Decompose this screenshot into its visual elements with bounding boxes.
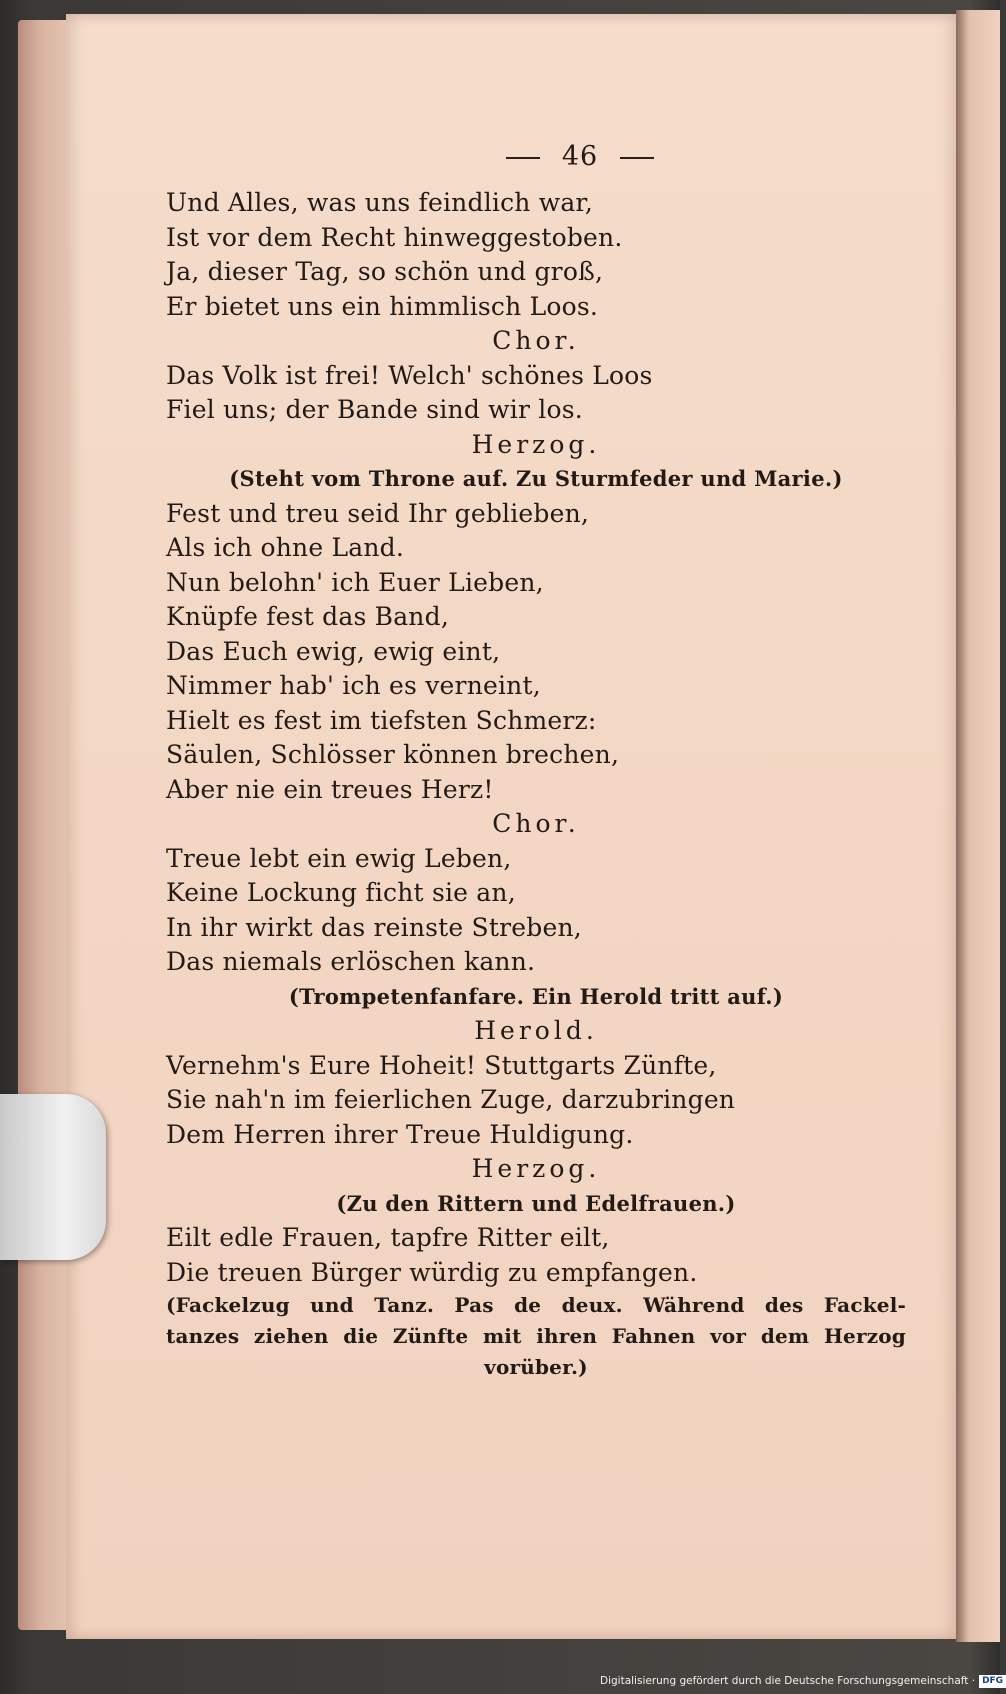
digitization-footer [600,1672,1004,1690]
speaker-name: Herzog. [471,1154,601,1183]
text-blocks [166,186,906,1290]
dash-left [506,157,540,159]
stage-line-1: (Fackelzug und Tanz. Pas de deux. Während des Fackel- [166,1293,906,1317]
verse-line: Aber nie ein treues Herz! [166,774,494,804]
speaker-name: Chor. [492,326,580,355]
dash-right [620,157,654,159]
stage-direction: (Steht vom Throne auf. Zu Sturmfeder und Marie.) [229,466,843,491]
verse-line: In ihr wirkt das reinste Streben, [166,912,582,942]
footer-text: Digitalisierung gefördert durch die Deutsche Forschungsgemeinschaft · [600,1675,976,1687]
stage-direction: (Zu den Rittern und Edelfrauen.) [336,1190,736,1216]
verse-line: Säulen, Schlösser können brechen, [166,740,620,769]
page-number-line [166,128,906,186]
verse-line: Vernehm's Eure Hoheit! Stuttgarts Zünfte, [166,1050,717,1080]
verse-line: Ja, dieser Tag, so schön und groß, [166,257,604,286]
verse-line: Fest und treu seid Ihr geblieben, [166,498,590,528]
verse-line: Ist vor dem Recht hinweggestoben. [166,222,623,252]
verse-line: Das Volk ist frei! Welch' schönes Loos [166,360,653,390]
page-text [166,128,906,1383]
verse-line: Eilt edle Frauen, tapfre Ritter eilt, [166,1223,610,1252]
verse-line: Dem Herren ihrer Treue Huldigung. [166,1119,634,1149]
verse-line: Nimmer hab' ich es verneint, [166,671,541,700]
verse-line: Das Euch ewig, ewig eint, [166,636,501,666]
page-number: 46 [561,141,599,172]
verse-line: Er bietet uns ein himmlisch Loos. [166,291,599,321]
verse-line: Und Alles, was uns feindlich war, [166,188,593,217]
verse-line: Das niemals erlöschen kann. [166,947,536,976]
verse-line: Sie nah'n im feierlichen Zuge, darzubringen [166,1085,736,1114]
stage-line-3: vorüber.) [484,1355,588,1379]
speaker-name: Chor. [492,809,580,838]
verse-line: Treue lebt ein ewig Leben, [166,843,512,873]
stage-direction: (Trompetenfanfare. Ein Herold tritt auf.) [288,983,784,1009]
page-clip [0,1094,106,1260]
verse-line: Keine Lockung ficht sie an, [166,878,516,907]
stage-line-2: tanzes ziehen die Zünfte mit ihren Fahnen vor dem Herzog [166,1324,906,1348]
verse-line: Fiel uns; der Bande sind wir los. [166,395,583,424]
verse-line: Knüpfe fest das Band, [166,602,449,631]
dfg-logo-icon: DFG [979,1675,1006,1688]
verse-line: Hielt es fest im tiefsten Schmerz: [166,705,597,735]
verse-line: Als ich ohne Land. [166,533,405,562]
final-stage-direction [166,1290,906,1383]
page-edge-right [956,10,1000,1642]
verse-line: Die treuen Bürger würdig zu empfangen. [166,1257,698,1287]
speaker-name: Herold. [474,1016,598,1045]
verse-line: Nun belohn' ich Euer Lieben, [166,567,544,597]
speaker-name: Herzog. [471,429,601,459]
